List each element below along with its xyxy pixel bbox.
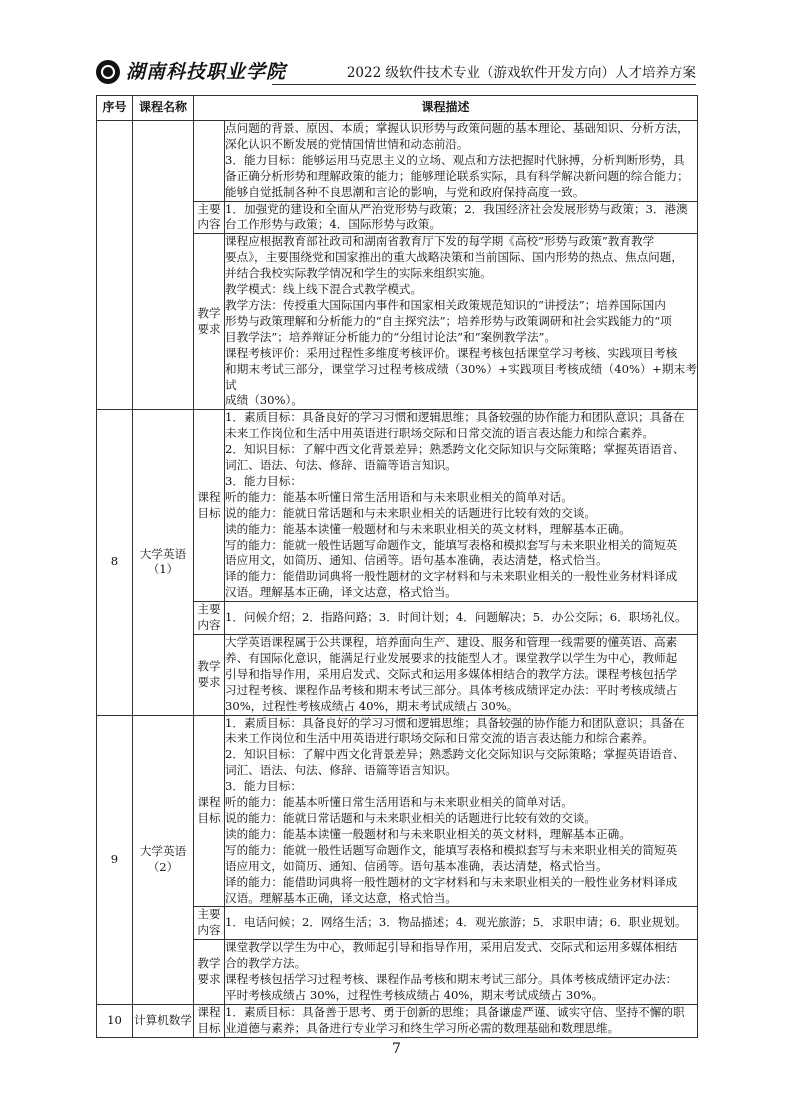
description-line: 课程考核评价：采用过程性多维度考核评价。课程考核包括课堂学习考核、实践项目考核 [225,345,678,360]
row-index: 9 [97,715,133,1004]
description-line: 语应用文，如简历、通知、信函等。语句基本准确，表达清楚，格式恰当。 [225,553,608,568]
description-line: 说的能力：能就日常话题和与未来职业相关的话题进行比较有效的交谈。 [225,810,597,825]
description-line: 2．知识目标：了解中西文化背景差异；熟悉跨文化交际知识与交际策略；掌握英语语音、 [225,442,685,457]
section-label: 教学要求 [194,635,225,716]
course-name: 大学英语（1） [133,410,194,715]
description-line: 教学模式：线上线下混合式教学模式。 [225,282,423,297]
description-line: 语应用文，如简历、通知、信函等。语句基本准确，表达清楚，格式恰当。 [225,858,608,873]
description-line: 词汇、语法、句法、修辞、语篇等语言知识。 [225,458,457,473]
description-line: 能够自觉抵制各种不良思潮和言论的影响，与党和政府保持高度一致。 [225,184,585,199]
table-body [97,121,698,1038]
description-line: 汉语。理解基本正确，译文达意，格式恰当。 [225,890,457,905]
school-logo-text: 湖南科技职业学院 [126,61,287,83]
header-course-description: 课程描述 [194,96,698,121]
section-description [225,201,698,234]
description-line: 1．素质目标：具备良好的学习习惯和逻辑思维；具备较强的协作能力和团队意识；具备在 [225,410,685,425]
section-description [225,1004,698,1037]
section-label: 教学要求 [194,940,225,1005]
table-row [97,410,698,602]
section-description [225,907,698,940]
section-description [225,121,698,202]
description-line: 听的能力：能基本听懂日常生活用语和与未来职业相关的简单对话。 [225,489,573,504]
header-rule [272,84,696,85]
header-course-name: 课程名称 [133,96,194,121]
description-line: 读的能力：能基本读懂一般题材和与未来职业相关的英文材料，理解基本正确。 [225,826,631,841]
description-line: 目教学法”；培养辩证分析能力的“分组讨论法”和“案例教学法”。 [225,329,557,344]
description-line: 课程应根据教育部社政司和湖南省教育厅下发的每学期《高校“形势与政策”教育教学 [225,234,655,249]
header-index: 序号 [97,96,133,121]
description-line: 1．素质目标：具备善于思考、勇于创新的思维；具备谦虚严谨、诚实守信、坚持不懈的职 [225,1004,685,1019]
description-line: 3．能力目标： [225,779,302,794]
description-line: 台工作形势与政策；4．国际形势与政策。 [225,217,442,232]
table-row [97,1004,698,1037]
section-label: 主要内容 [194,602,225,635]
section-description [225,715,698,907]
description-line: 读的能力：能基本读懂一般题材和与未来职业相关的英文材料，理解基本正确。 [225,521,631,536]
section-label [194,121,225,202]
description-line: 要点》，主要围绕党和国家推出的重大战略决策和当前国际、国内形势的热点、焦点问题， [225,250,683,265]
section-description [225,602,698,635]
description-line: 点问题的背景、原因、本质；掌握认识形势与政策问题的基本理论、基础知识、分析方法， [225,121,689,135]
school-logo [96,60,287,84]
description-line: 大学英语课程属于公共课程，培养面向生产、建设、服务和管理一线需要的懂英语、高素 [225,635,678,649]
description-line: 教学方法：传授重大国际国内事件和国家相关政策规范知识的“讲授法”；培养国际国内 [225,297,666,312]
table-row [97,121,698,202]
section-label: 主要内容 [194,201,225,234]
description-line: 备正确分析形势和理解政策的能力；能够理论联系实际，具有科学解决新问题的综合能力； [225,168,689,183]
description-line: 课堂教学以学生为中心，教师起引导和指导作用，采用启发式、交际式和运用多媒体相结 [225,940,678,955]
school-emblem-icon [96,60,120,84]
section-description [225,234,698,410]
description-line: 未来工作岗位和生活中用英语进行职场交际和日常交流的语言表达能力和综合素养。 [225,426,654,441]
description-line: 养、有国际化意识，能满足行业发展要求的技能型人才。课堂教学以学生为中心，教师起 [225,650,678,665]
description-line: 听的能力：能基本听懂日常生活用语和与未来职业相关的简单对话。 [225,795,573,810]
description-line: 和期末考试三部分，课堂学习过程考核成绩（30%）+实践项目考核成绩（40%）+期末考试 [225,361,698,392]
description-line: 写的能力：能就一般性话题写命题作文，能填写表格和模拟套写与未来职业相关的简短英 [225,842,678,857]
section-description [225,635,698,716]
description-line: 成绩（30%）。 [225,393,303,408]
section-description [225,410,698,602]
section-label: 主要内容 [194,907,225,940]
description-line: 合的教学方法。 [225,956,307,971]
section-label: 课程目标 [194,1004,225,1037]
description-line: 形势与政策理解和分析能力的“自主探究法”；培养形势与政策调研和社会实践能力的“项 [225,313,672,328]
course-table [96,95,698,1038]
description-line: 3．能力目标： [225,473,302,488]
description-line: 习过程考核、课程作品考核和期末考试三部分。具体考核成绩评定办法：平时考核成绩占 [225,682,678,697]
description-line: 深化认识不断发展的党情国情世情和动态前沿。 [225,136,469,151]
section-label: 课程目标 [194,410,225,602]
description-line: 并结合我校实际教学情况和学生的实际来组织实施。 [225,266,492,281]
description-line: 课程考核包括学习过程考核、课程作品考核和期末考试三部分。具体考核成绩评定办法： [225,972,678,987]
description-line: 1．加强党的建设和全面从严治党形势与政策；2．我国经济社会发展形势与政策；3．港澳 [225,201,688,216]
section-label: 课程目标 [194,715,225,907]
course-name: 大学英语（2） [133,715,194,1004]
description-line: 引导和指导作用，采用启发式、交际式和运用多媒体相结合的教学方法。课程考核包括学 [225,666,678,681]
description-line: 1．问候介绍；2．指路问路；3．时间计划；4．问题解决；5．办公交际；6．职场礼仪。 [225,610,687,625]
description-line: 2．知识目标：了解中西文化背景差异；熟悉跨文化交际知识与交际策略；掌握英语语音、 [225,747,685,762]
course-name [133,121,194,410]
description-line: 30%，过程性考核成绩占 40%，期末考试成绩占 30%。 [225,698,519,713]
course-name: 计算机数学 [133,1004,194,1037]
description-line: 1．电话问候；2．网络生活；3．物品描述；4．观光旅游；5．求职申请；6．职业规划。 [225,915,687,930]
table-row [97,715,698,907]
row-index: 8 [97,410,133,715]
row-index [97,121,133,410]
description-line: 写的能力：能就一般性话题写命题作文，能填写表格和模拟套写与未来职业相关的简短英 [225,537,678,552]
description-line: 1．素质目标：具备良好的学习习惯和逻辑思维；具备较强的协作能力和团队意识；具备在 [225,715,685,730]
description-line: 业道德与素养；具备进行专业学习和终生学习所必需的数理基础和数理思维。 [225,1020,620,1035]
section-label: 教学要求 [194,234,225,410]
description-line: 未来工作岗位和生活中用英语进行职场交际和日常交流的语言表达能力和综合素养。 [225,731,654,746]
description-line: 3．能力目标：能够运用马克思主义的立场、观点和方法把握时代脉搏，分析判断形势，具 [225,152,685,167]
description-line: 词汇、语法、句法、修辞、语篇等语言知识。 [225,763,457,778]
row-index: 10 [97,1004,133,1037]
page-header [96,58,696,86]
description-line: 译的能力：能借助词典将一般性题材的文字材料和与未来职业相关的一般性业务材料译成 [225,874,678,889]
section-description [225,940,698,1005]
page-number: 7 [392,1041,401,1057]
document-title: 2022 级软件技术专业（游戏软件开发方向）人才培养方案 [346,65,696,81]
table-header-row [97,96,698,121]
description-line: 说的能力：能就日常话题和与未来职业相关的话题进行比较有效的交谈。 [225,505,597,520]
description-line: 译的能力：能借助词典将一般性题材的文字材料和与未来职业相关的一般性业务材料译成 [225,569,678,584]
description-line: 平时考核成绩占 30%，过程性考核成绩占 40%，期末考试成绩占 30%。 [225,987,604,1002]
description-line: 汉语。理解基本正确，译文达意，格式恰当。 [225,585,457,600]
